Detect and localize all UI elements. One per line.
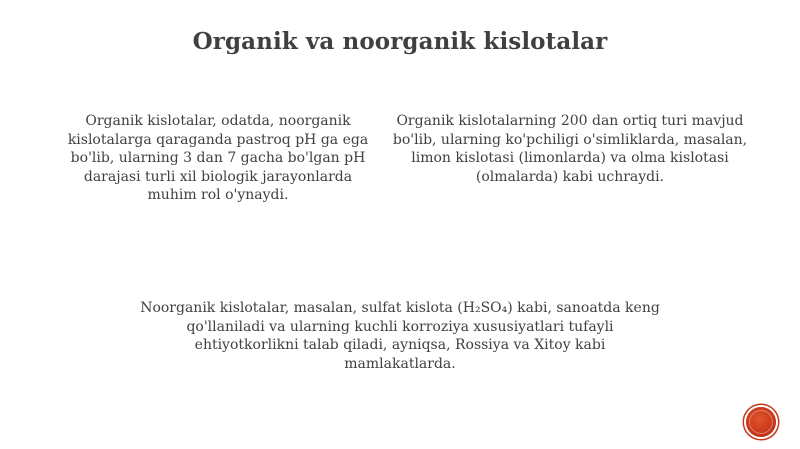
button-ring — [749, 410, 773, 434]
paragraph-left: Organik kislotalar, odatda, noorganik kislotalarga qaraganda pastroq pH ga ega bo'lib, ularning 3 dan 7 gacha bo'lgan pH darajasi turli xil biologik jarayonlarda muhim rol o'ynaydi. — [67, 113, 369, 203]
paragraph-bottom: Noorganik kislotalar, masalan, sulfat kislota (H₂SO₄) kabi, sanoatda keng qo'llaniladi va ularning kuchli korroziya xususiyatlari tufayli ehtiyotkorlikni talab qiladi, ayniqsa, Rossiya va Xitoy kabi mamlakatlarda. — [140, 300, 660, 372]
paragraph-right: Organik kislotalarning 200 dan ortiq turi mavjud bo'lib, ularning ko'pchiligi o'simliklarda, masalan, limon kislotasi (limonlarda) va olma kislotasi (olmalarda) kabi uchraydi. — [392, 113, 748, 185]
slide-title: Organik va noorganik kislotalar — [192, 28, 608, 55]
circle-button-icon[interactable] — [746, 407, 776, 437]
